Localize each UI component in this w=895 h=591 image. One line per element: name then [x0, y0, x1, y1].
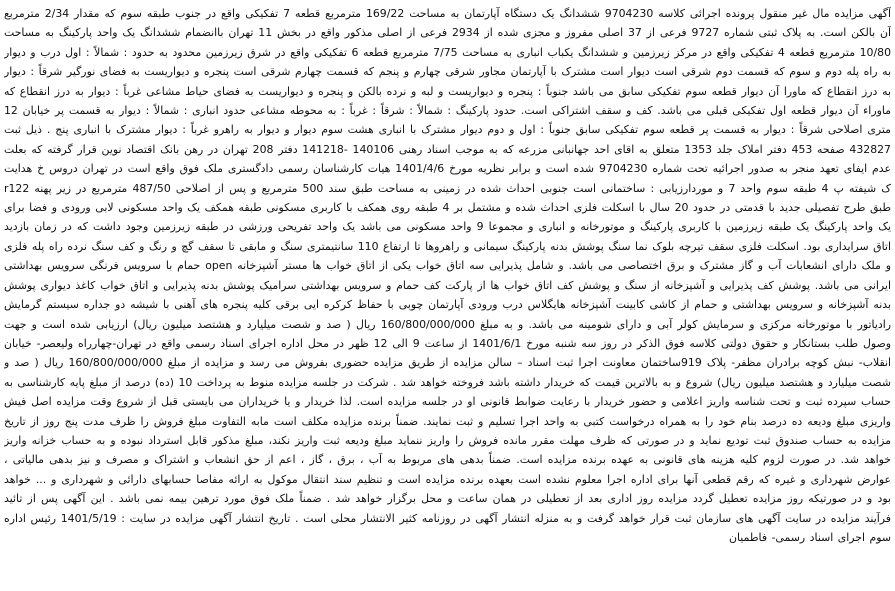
auction-notice-text: آگهی مزایده مال غیر منقول پرونده اجرائی کلاسه 9704230 ششدانگ یک دستگاه آپارتمان به مساحت 169/22 مترمربع قطعه 7 تفکیکی واقع در جنوب طبقه سوم که مقدار 2/34 مترمربع آن بالکن است. به پلاک ثبتی شماره 9727 فرعی از 37 اصلی مفروز و مجزی شده از 2934 فرعی از اصلی مذکور واقع در بخش 11 تهران باانضمام ششدانگ یک واحد پارکینگ به مساحت 10/80 مترمربع قطعه 4 تفکیکی واقع در مرکز زیرزمین و ششدانگ یکباب انباری به مساحت 7/75 مترمربع قطعه 6 تفکیکی واقع در شرق زیرزمین محدود به حدود : شمالاً : اول درب و دیوار به راه پله دوم و سوم که قسمت دوم شرقی است دیوار است مشترک با آپارتمان مجاور شرقی چهارم و پنجم که قسمت چهارم شرقی است پنجره و دیواریست به فضای نورگیر شرقاً : دیوار به درز انقطاع که ماورا آن دیوار قطعه سوم تفکیکی سابق می باشد جنوباً : پنجره و دیواریست و لبه و نرده بالکن و پنجره و دیواریست به فضای حیاط مشاعی غرباً : دیوار به درز انقطاع که ماوراء آن دیوار قطعه اول تفکیکی قبلی می باشد. کف و سقف اشتراکی است. حدود پارکینگ : شمالاً : شرقاً : غرباً : به محوطه مشاعی حدود انباری : شمالاً : دیوار به قسمت پر خیابان 12 متری اصلاحی شرقاً : دیوار به قسمت پر قطعه سوم تفکیکی سابق جنوباً : اول و دوم دیوار مشترک با انباری هشت سوم دیوار و دیوار به راهرو غرباً : دیوار مشترک با انباری پنج . ذیل ثبت 432827 صفحه 453 دفتر املاک جلد 1353 متعلق به اقای احد جهانبانی مزرعه که به موجب اسناد رهنی 140106 -141218 دفتر 208 تهران در رهن بانک اقتصاد نوین قرار گرفته که بعلت عدم ایفای تعهد منجر به صدور اجرائیه تحت شماره 9704230 شده است و برابر نظریه مورخ 1401/4/6 هیات کارشناسان رسمی دادگستری ملک فوق واقع است در تهران دروس خ هدایت ک شیفته پ 4 طبقه سوم واحد 7 و موردارزیابی : ساختمانی است جنوبی احداث شده در زمینی به مساحت طبق سند 500 مترمربع و پس از اصلاحی 487/50 مترمربع در زیر پهنه r122 طبق طرح تفصیلی جدید با قدمتی در حدود 20 سال با اسکلت فلزی احداث شده و مشتمل بر 4 طبقه روی همکف با کاربری مسکونی طبقه همکف یک واحد مسکونی لابی ورودی و فضا برای یک واحد پارکینگ یک طبقه زیرزمین با کاربری پارکینگ و موتورخانه و انباری و مجموعا 9 واحد مسکونی می باشد یک واحد تفریحی ورزشی در طبقه زیرزمین وجود داشت که در زمان بازدید اتاق سرایداری بود. اسکلت فلزی سقف تیرچه بلوک نما سنگ پوشش بدنه پارکینگ سیمانی و راهروها تا ارتفاع 110 سانتیمتری سنگ و مابقی تا سقف گچ و رنگ و کف سنگ نرده راه پله فلزی و ملک دارای انشعابات آب و گاز مشترک و برق اختصاصی می باشد. و شامل پذیرایی سه اتاق خواب یکی از اتاق خواب ها مستر آشپزخانه open حمام با سرویس فرنگی سرویس بهداشتی ایرانی می باشد. پوشش کف پذیرایی و آشپزخانه از سنگ و پوشش کف اتاق خواب ها از پارکت کف حمام و سرویس بهداشتی سرامیک پوشش بدنه پذیرایی و اتاق خواب کاغذ دیواری پوشش بدنه آشپزخانه و سرویس بهداشتی و حمام از کاشی کابینت آشپزخانه هایگلاس درب ورودی آپارتمان چوبی با حفاظ کرکره ایی برقی کلیه پنجره های آهنی با شیشه دو جداره سیستم گرمایش رادیاتور با موتورخانه مرکزی و سرمایش کولر آبی و دارای شومینه می باشد. و به مبلغ 160/800/000/000 ریال ( صد و شصت میلیارد و هشتصد میلیون ریال) ارزیابی شده است و جهت وصول طلب بستانکار و حقوق دولتی کلاسه فوق الذکر در روز سه شنبه مورخ 1401/6/1 از ساعت 9 الی 12 ظهر در محل اداره اجرای اسناد رسمی واقع در تهران-چهارراه ولیعصر- خیابان انقلاب- نبش کوچه برادران مظفر- پلاک 919ساختمان معاونت اجرا ثبت اسناد – سالن مزایده از طریق مزایده حضوری بفروش می رسد و مزایده از مبلغ 160/800/000/000 ریال ( صد و شصت میلیارد و هشتصد میلیون ریال) شروع و به بالاترین قیمت که خریدار داشته باشد فروخته خواهد شد . شرکت در جلسه مزایده منوط به پرداخت 10 (ده) درصد از مبلغ پایه کارشناسی به حساب سپرده ثبت و تحت شناسه واریز اعلامی و حضور خریدار با رعایت ضوابط قانونی او در جلسه مزایده است. لذا خریدار و یا خریداران می بایستی قبل از شروع وقت مزایده اصل فیش واریزی مبلغ ودیعه ده درصد بنام خود را به همراه درخواست کتبی به واحد اجرا تسلیم و ثبت نمایند. ضمناً برنده مزایده مکلف است مابه التفاوت مبلغ فروش را ظرف مدت پنج روز از تاریخ مزایده به حساب صندوق ثبت توديع نمايد و در صورتی که ظرف مهلت مقرر مانده فروش را واریز ننماید مبلغ ودیعه ثبت واریز نکند، مبلغ مذکور قابل استرداد نبوده و به حساب خزانه واریز خواهد شد. در صورت لزوم کلیه هزینه های قانونی به عهده برنده مزایده است. ضمناً بدهی های مربوط به آب ، برق ، گاز ، اعم از حق انشعاب و اشتراک و مصرف و نیز بدهی مالیاتی ، عوارض شهرداری و غیره که رقم قطعی آنها برای اداره اجرا معلوم نشده است بعهده برنده مزایده است و تنظیم سند انتقال موکول به ارائه مفاصا حسابهای دارائی و شهرداری و ... خواهد بود و در صورتیکه روز مزایده تعطیل گردد مزایده روز اداری بعد از تعطیلی در همان ساعت و محل برگزار خواهد شد . ضمناً ملک فوق مورد ترهین بیمه نمی باشد . این آگهی پس از تائید فرآیند مزایده در سایت آگهی های سازمان ثبت قرار خواهد گرفت و به منزله انتشار آگهی در روزنامه کثیر الانتشار محلی است . تاریخ انتشار آگهی مزایده در سایت : 1401/5/19 رئیس اداره سوم اجرای اسناد رسمی- فاطمیان: [4, 7, 891, 544]
